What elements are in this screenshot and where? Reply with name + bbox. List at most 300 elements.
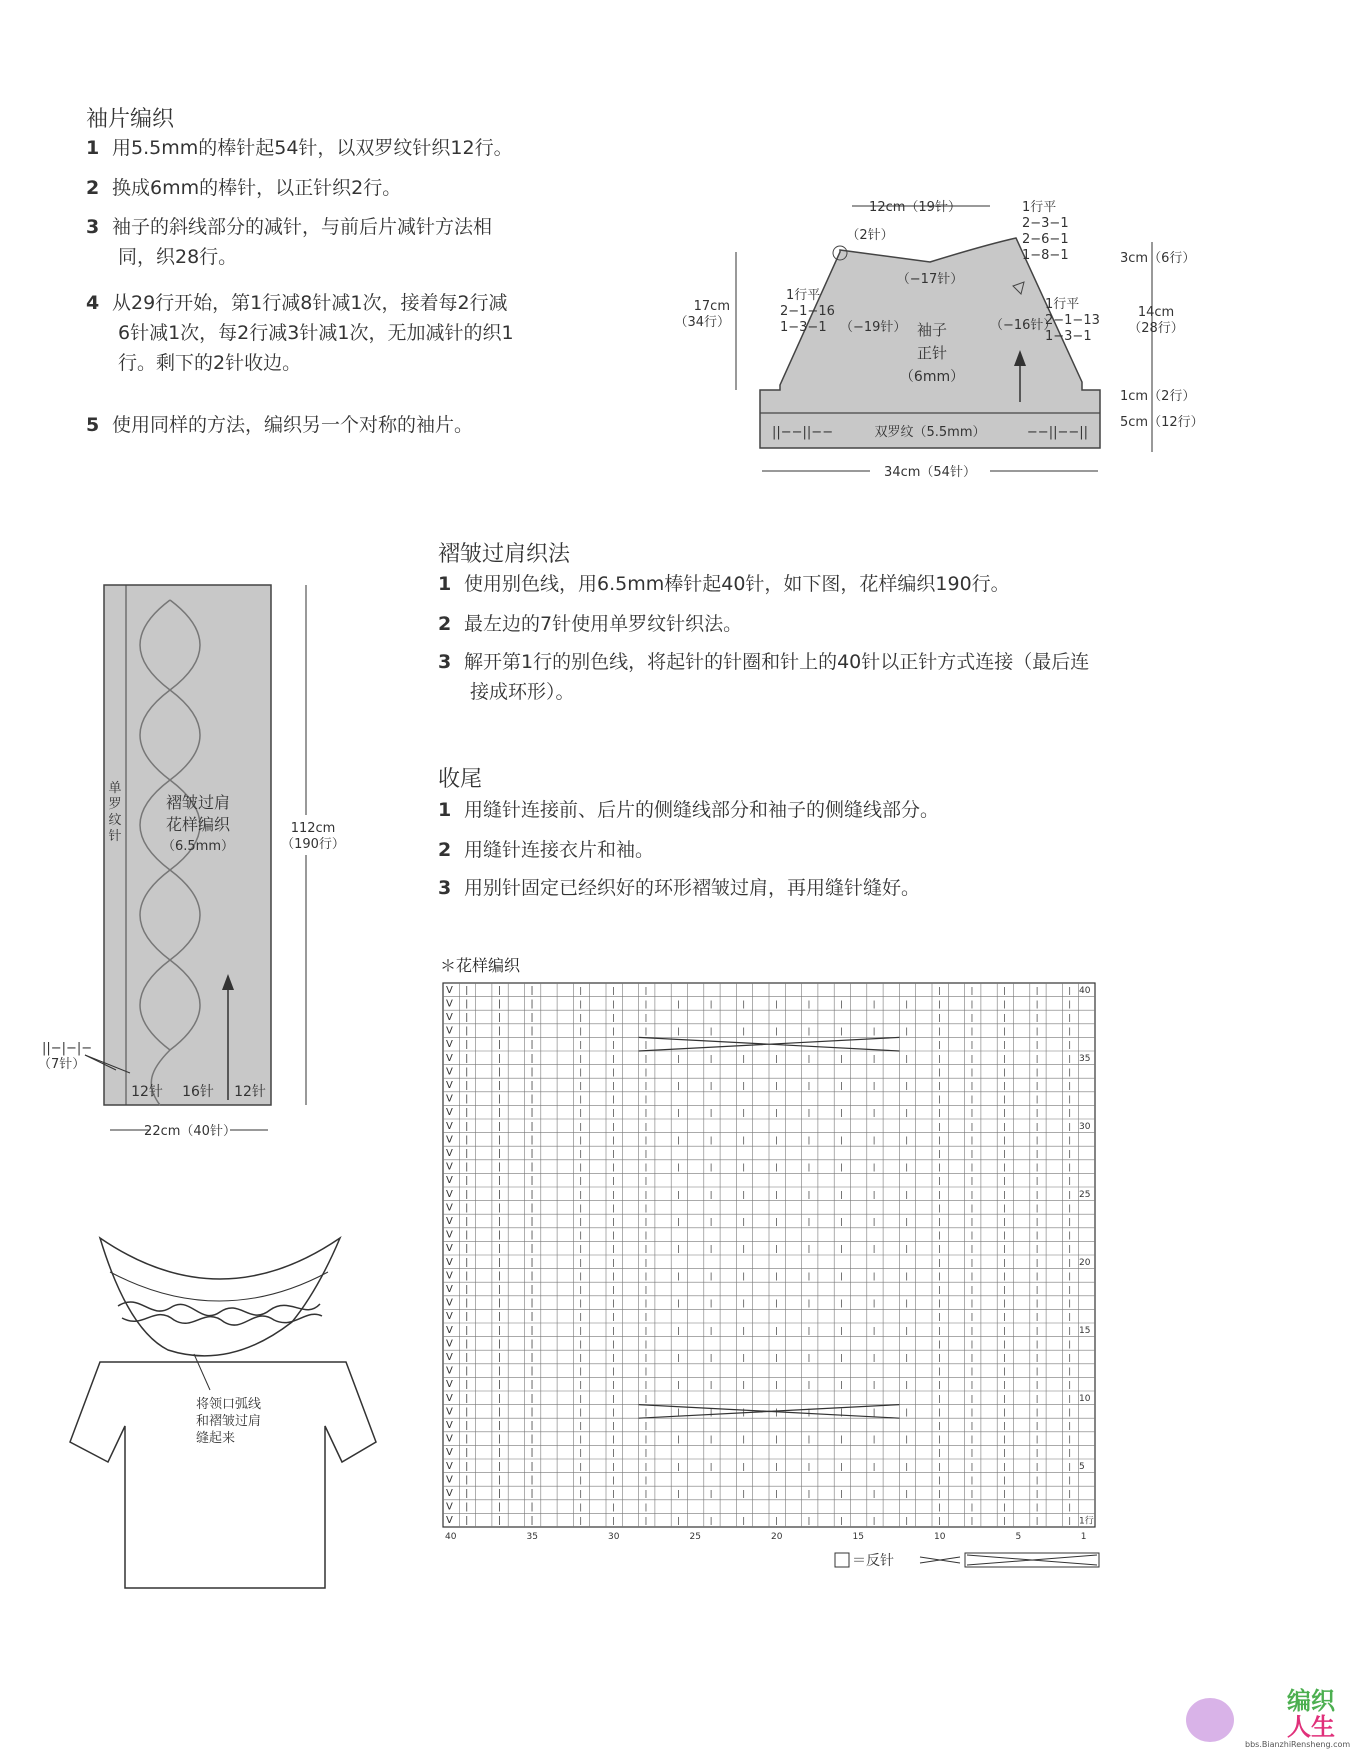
- right-rule2-3: 1−3−1: [1045, 329, 1092, 344]
- chart-stitch-mark: |: [1003, 1148, 1006, 1158]
- chart-stitch-mark: |: [579, 1067, 583, 1077]
- chart-stitch-mark: |: [742, 1380, 746, 1390]
- sleeve-diagram: [674, 190, 1230, 490]
- chart-stitch-mark: |: [970, 1121, 974, 1131]
- chart-stitch-mark: |: [775, 1325, 778, 1335]
- chart-stitch-mark: |: [840, 1298, 843, 1308]
- chart-slip-mark: V: [446, 1052, 453, 1064]
- chart-stitch-mark: |: [970, 1108, 974, 1118]
- chart-stitch-mark: |: [612, 1271, 615, 1281]
- chart-stitch-mark: |: [1035, 1230, 1039, 1240]
- chart-stitch-mark: |: [872, 1216, 876, 1226]
- yoke-width-label: 22cm（40针）: [144, 1124, 236, 1139]
- chart-stitch-mark: |: [872, 1244, 876, 1254]
- chart-stitch-mark: |: [1035, 1502, 1039, 1512]
- chart-stitch-mark: |: [1003, 1176, 1006, 1186]
- chart-stitch-mark: |: [1003, 1067, 1006, 1077]
- chart-stitch-mark: |: [938, 1502, 941, 1512]
- chart-stitch-mark: |: [840, 1026, 843, 1036]
- chart-knit-mark: |: [497, 1339, 501, 1350]
- chart-stitch-mark: |: [644, 1352, 648, 1362]
- yoke-stitch-2: 16针: [182, 1084, 214, 1100]
- chart-stitch-mark: |: [742, 1189, 746, 1199]
- chart-stitch-mark: |: [905, 1488, 909, 1498]
- chart-stitch-mark: |: [1068, 1012, 1072, 1022]
- chart-knit-mark: |: [465, 1380, 469, 1391]
- chart-stitch-mark: |: [1068, 1040, 1072, 1050]
- chart-knit-mark: |: [497, 1148, 501, 1159]
- chart-slip-mark: V: [446, 1256, 453, 1268]
- chart-slip-mark: V: [446, 1066, 453, 1078]
- chart-stitch-mark: |: [579, 1040, 583, 1050]
- chart-stitch-mark: |: [1068, 1407, 1072, 1417]
- chart-stitch-mark: |: [1068, 1053, 1072, 1063]
- chart-stitch-mark: |: [644, 1108, 648, 1118]
- chart-stitch-mark: |: [742, 1298, 746, 1308]
- chart-stitch-mark: |: [1035, 1339, 1039, 1349]
- chart-slip-mark: V: [446, 1433, 453, 1445]
- chart-stitch-mark: |: [775, 1026, 778, 1036]
- chart-stitch-mark: |: [840, 1244, 843, 1254]
- assembly-note-2: 和褶皱过肩: [196, 1414, 262, 1429]
- chart-knit-mark: |: [465, 1244, 469, 1255]
- chart-stitch-mark: |: [644, 1189, 648, 1199]
- chart-stitch-mark: |: [872, 1352, 876, 1362]
- chart-stitch-mark: |: [938, 1080, 941, 1090]
- chart-stitch-mark: |: [970, 1244, 974, 1254]
- chart-row-label: 5: [1079, 1462, 1085, 1473]
- chart-col-label: 40: [445, 1532, 457, 1542]
- chart-knit-mark: |: [497, 1257, 501, 1268]
- chart-stitch-mark: |: [709, 1461, 713, 1471]
- chart-stitch-mark: |: [579, 1189, 583, 1199]
- chart-knit-mark: |: [497, 1516, 501, 1527]
- chart-stitch-mark: |: [579, 1053, 583, 1063]
- center-label-3: （6mm）: [899, 369, 965, 385]
- chart-stitch-mark: |: [970, 1298, 974, 1308]
- chart-stitch-mark: |: [644, 1284, 648, 1294]
- chart-stitch-mark: |: [970, 1216, 974, 1226]
- chart-stitch-mark: |: [1068, 1284, 1072, 1294]
- chart-stitch-mark: |: [709, 1108, 713, 1118]
- chart-knit-mark: |: [465, 1516, 469, 1527]
- chart-stitch-mark: |: [612, 1108, 615, 1118]
- chart-stitch-mark: |: [905, 1026, 909, 1036]
- chart-stitch-mark: |: [612, 985, 615, 995]
- chart-stitch-mark: |: [807, 1380, 811, 1390]
- chart-stitch-mark: |: [1068, 1108, 1072, 1118]
- chart-stitch-mark: |: [938, 1420, 941, 1430]
- chart-col-label: 35: [526, 1532, 538, 1542]
- chart-knit-mark: |: [497, 1284, 501, 1295]
- chart-stitch-mark: |: [612, 1244, 615, 1254]
- chart-stitch-mark: |: [1068, 1026, 1072, 1036]
- chart-knit-mark: |: [530, 1053, 534, 1064]
- assembly-illustration: [70, 1230, 360, 1600]
- chart-stitch-mark: |: [970, 1516, 974, 1526]
- chart-stitch-mark: |: [1035, 1298, 1039, 1308]
- chart-knit-mark: |: [465, 1434, 469, 1445]
- chart-knit-mark: |: [497, 1271, 501, 1282]
- chart-stitch-mark: |: [938, 985, 941, 995]
- side-label-2: 罗: [108, 797, 122, 812]
- chart-stitch-mark: |: [644, 1271, 648, 1281]
- chart-stitch-mark: |: [872, 999, 876, 1009]
- chart-stitch-mark: |: [905, 1298, 909, 1308]
- chart-stitch-mark: |: [644, 1393, 648, 1403]
- chart-slip-mark: V: [446, 1501, 453, 1513]
- chart-stitch-mark: |: [775, 1189, 778, 1199]
- chart-title: ＊花样编织: [440, 956, 521, 975]
- chart-stitch-mark: |: [644, 1244, 648, 1254]
- chart-stitch-mark: |: [1003, 1080, 1006, 1090]
- chart-stitch-mark: |: [1068, 1148, 1072, 1158]
- chart-slip-mark: V: [446, 1297, 453, 1309]
- sweater-body: [70, 1362, 376, 1588]
- chart-stitch-mark: |: [970, 985, 974, 995]
- chart-stitch-mark: |: [970, 1080, 974, 1090]
- chart-stitch-mark: |: [872, 1461, 876, 1471]
- chart-stitch-mark: |: [677, 1053, 680, 1063]
- chart-slip-mark: V: [446, 1351, 453, 1363]
- yoke-stitch-3: 12针: [234, 1084, 266, 1100]
- chart-stitch-mark: |: [709, 1488, 713, 1498]
- chart-stitch-mark: |: [840, 1053, 843, 1063]
- chart-stitch-mark: |: [1035, 1189, 1039, 1199]
- chart-col-label: 30: [608, 1532, 620, 1542]
- chart-stitch-mark: |: [579, 1012, 583, 1022]
- chart-stitch-mark: |: [1003, 1189, 1006, 1199]
- chart-stitch-mark: |: [905, 999, 909, 1009]
- chart-stitch-mark: |: [677, 1298, 680, 1308]
- chart-stitch-mark: |: [709, 1053, 713, 1063]
- chart-stitch-mark: |: [1035, 1352, 1039, 1362]
- rib-label: 双罗纹（5.5mm）: [874, 425, 986, 440]
- chart-knit-mark: |: [530, 1026, 534, 1037]
- chart-stitch-mark: |: [938, 1488, 941, 1498]
- chart-stitch-mark: |: [579, 1325, 583, 1335]
- chart-col-label: 5: [1015, 1532, 1022, 1542]
- sleeve-step-2: 2 换成6mm的棒针，以正针织2行。: [86, 177, 402, 199]
- chart-stitch-mark: |: [840, 1325, 843, 1335]
- chart-stitch-mark: |: [938, 1176, 941, 1186]
- chart-knit-mark: |: [465, 1298, 469, 1309]
- chart-col-label: 20: [771, 1532, 783, 1542]
- chart-stitch-mark: |: [709, 1216, 713, 1226]
- chart-stitch-mark: |: [579, 1148, 583, 1158]
- chart-stitch-mark: |: [807, 1407, 811, 1417]
- chart-stitch-mark: |: [1035, 1284, 1039, 1294]
- chart-stitch-mark: |: [970, 1067, 974, 1077]
- chart-stitch-mark: |: [644, 1040, 648, 1050]
- chart-slip-mark: V: [446, 1406, 453, 1418]
- chart-stitch-mark: |: [677, 1352, 680, 1362]
- chart-stitch-mark: |: [807, 1434, 811, 1444]
- chart-stitch-mark: |: [644, 1094, 648, 1104]
- chart-knit-mark: |: [497, 1026, 501, 1037]
- chart-stitch-mark: |: [612, 1284, 615, 1294]
- right-mid-2: （28行）: [1128, 321, 1184, 336]
- chart-stitch-mark: |: [677, 1461, 680, 1471]
- chart-stitch-mark: |: [840, 1407, 843, 1417]
- chart-stitch-mark: |: [775, 1407, 778, 1417]
- chart-stitch-mark: |: [872, 1488, 876, 1498]
- chart-stitch-mark: |: [1068, 1325, 1072, 1335]
- chart-col-label: 1: [1080, 1532, 1087, 1542]
- chart-stitch-mark: |: [872, 1135, 876, 1145]
- chart-knit-mark: |: [530, 1339, 534, 1350]
- chart-knit-mark: |: [497, 1475, 501, 1486]
- chart-stitch-mark: |: [970, 1312, 974, 1322]
- chart-stitch-mark: |: [840, 1434, 843, 1444]
- chart-stitch-mark: |: [970, 1176, 974, 1186]
- chart-stitch-mark: |: [1003, 1339, 1006, 1349]
- chart-stitch-mark: |: [1003, 1284, 1006, 1294]
- chart-knit-mark: |: [530, 1257, 534, 1268]
- chart-stitch-mark: |: [579, 1380, 583, 1390]
- chart-stitch-mark: |: [677, 1080, 680, 1090]
- chart-stitch-mark: |: [612, 1121, 615, 1131]
- chart-slip-mark: V: [446, 984, 453, 996]
- chart-stitch-mark: |: [612, 1488, 615, 1498]
- right-rule-1: 1行平: [1022, 200, 1057, 215]
- right-rule-4: 1−8−1: [1022, 248, 1069, 263]
- yoke-height-1: 112cm: [290, 821, 336, 836]
- chart-knit-mark: |: [465, 1080, 469, 1091]
- chart-knit-mark: |: [497, 1502, 501, 1513]
- chart-slip-mark: V: [446, 1324, 453, 1336]
- chart-stitch-mark: |: [1068, 1352, 1072, 1362]
- chart-stitch-mark: |: [1068, 1257, 1072, 1267]
- sleeve-step-4: 4 从29行开始，第1行减8针减1次，接着每2行减 6针减1次，每2行减3针减1次，无加减针的织1 行。剩下的2针收边。: [86, 292, 514, 374]
- chart-stitch-mark: |: [1035, 999, 1039, 1009]
- chart-knit-mark: |: [465, 1284, 469, 1295]
- chart-stitch-mark: |: [938, 1203, 941, 1213]
- chart-stitch-mark: |: [1003, 1040, 1006, 1050]
- chart-stitch-mark: |: [742, 1026, 746, 1036]
- chart-stitch-mark: |: [970, 1040, 974, 1050]
- chart-stitch-mark: |: [644, 1461, 648, 1471]
- chart-stitch-mark: |: [1068, 1448, 1072, 1458]
- chart-stitch-mark: |: [775, 1271, 778, 1281]
- chart-knit-mark: |: [497, 1135, 501, 1146]
- chart-stitch-mark: |: [579, 1176, 583, 1186]
- chart-stitch-mark: |: [872, 1189, 876, 1199]
- chart-col-label: 25: [689, 1532, 701, 1542]
- chart-stitch-mark: |: [742, 1108, 746, 1118]
- chart-knit-mark: |: [530, 985, 534, 996]
- chart-stitch-mark: |: [905, 1135, 909, 1145]
- chart-knit-mark: |: [530, 1189, 534, 1200]
- chart-stitch-mark: |: [970, 1162, 974, 1172]
- watermark: [1245, 1687, 1350, 1749]
- left-rule-1: 1行平: [786, 288, 821, 303]
- chart-stitch-mark: |: [644, 1012, 648, 1022]
- rib-left-label: ||−−||−−: [772, 425, 834, 440]
- chart-stitch-mark: |: [1068, 1080, 1072, 1090]
- chart-stitch-mark: |: [938, 1461, 941, 1471]
- chart-stitch-mark: |: [742, 1216, 746, 1226]
- chart-knit-mark: |: [497, 985, 501, 996]
- chart-stitch-mark: |: [612, 1298, 615, 1308]
- yoke-center-2: 花样编织: [165, 815, 231, 834]
- chart-knit-mark: |: [530, 1094, 534, 1105]
- chart-stitch-mark: |: [644, 985, 648, 995]
- chart-stitch-mark: |: [1068, 1162, 1072, 1172]
- chart-stitch-mark: |: [840, 1080, 843, 1090]
- chart-stitch-mark: |: [644, 1135, 648, 1145]
- yoke-center-1: 褶皱过肩: [165, 793, 231, 812]
- chart-stitch-mark: |: [938, 1040, 941, 1050]
- chart-stitch-mark: |: [970, 1434, 974, 1444]
- chart-stitch-mark: |: [742, 1325, 746, 1335]
- chart-knit-mark: |: [497, 1162, 501, 1173]
- chart-stitch-mark: |: [905, 1162, 909, 1172]
- chart-stitch-mark: |: [938, 1230, 941, 1240]
- chart-stitch-mark: |: [742, 1516, 746, 1526]
- chart-stitch-mark: |: [1003, 1366, 1006, 1376]
- chart-stitch-mark: |: [612, 1257, 615, 1267]
- chart-stitch-mark: |: [938, 1380, 941, 1390]
- chart-stitch-mark: |: [775, 1516, 778, 1526]
- chart-stitch-mark: |: [1035, 1434, 1039, 1444]
- chart-stitch-mark: |: [612, 1475, 615, 1485]
- chart-stitch-mark: |: [677, 1488, 680, 1498]
- chart-slip-mark: V: [446, 1215, 453, 1227]
- chart-stitch-mark: |: [742, 1080, 746, 1090]
- chart-stitch-mark: |: [644, 1026, 648, 1036]
- chart-stitch-mark: |: [1068, 1176, 1072, 1186]
- chart-stitch-mark: |: [938, 1516, 941, 1526]
- chart-stitch-mark: |: [1003, 1516, 1006, 1526]
- chart-knit-mark: |: [497, 1366, 501, 1377]
- chart-knit-mark: |: [465, 1040, 469, 1051]
- chart-stitch-mark: |: [1035, 1244, 1039, 1254]
- chart-stitch-mark: |: [807, 1488, 811, 1498]
- chart-slip-mark: V: [446, 1229, 453, 1241]
- chart-stitch-mark: |: [1068, 1339, 1072, 1349]
- chart-knit-mark: |: [497, 1325, 501, 1336]
- chart-stitch-mark: |: [1035, 1407, 1039, 1417]
- chart-stitch-mark: |: [709, 1162, 713, 1172]
- chart-stitch-mark: |: [1035, 1040, 1039, 1050]
- chart-stitch-mark: |: [709, 1026, 713, 1036]
- chart-stitch-mark: |: [677, 1026, 680, 1036]
- chart-stitch-mark: |: [579, 1420, 583, 1430]
- chart-stitch-mark: |: [807, 1189, 811, 1199]
- chart-stitch-mark: |: [1035, 1094, 1039, 1104]
- chart-stitch-mark: |: [1003, 1053, 1006, 1063]
- chart-stitch-mark: |: [677, 1434, 680, 1444]
- side-label-1: 单: [108, 781, 122, 796]
- chart-stitch-mark: |: [840, 1271, 843, 1281]
- chart-knit-mark: |: [465, 1339, 469, 1350]
- chart-stitch-mark: |: [872, 1162, 876, 1172]
- chart-stitch-mark: |: [1068, 1488, 1072, 1498]
- chart-slip-mark: V: [446, 1474, 453, 1486]
- chart-stitch-mark: |: [905, 1434, 909, 1444]
- chart-stitch-mark: |: [612, 1162, 615, 1172]
- chart-slip-mark: V: [446, 1338, 453, 1350]
- chart-stitch-mark: |: [644, 1366, 648, 1376]
- chart-knit-mark: |: [465, 1312, 469, 1323]
- chart-knit-mark: |: [530, 1488, 534, 1499]
- chart-row-label: 20: [1079, 1258, 1091, 1269]
- chart-stitch-mark: |: [970, 1284, 974, 1294]
- chart-knit-mark: |: [497, 1434, 501, 1445]
- chart-stitch-mark: |: [872, 1325, 876, 1335]
- chart-stitch-mark: |: [644, 1162, 648, 1172]
- left-rule-3: 1−3−1: [780, 320, 827, 335]
- chart-stitch-mark: |: [579, 1284, 583, 1294]
- left-rule-2: 2−1−16: [780, 304, 835, 319]
- yoke-step-1: 1 使用别色线，用6.5mm棒针起40针，如下图，花样编织190行。: [438, 573, 1010, 595]
- chart-stitch-mark: |: [1068, 1312, 1072, 1322]
- chart-stitch-mark: |: [1068, 985, 1072, 995]
- chart-stitch-mark: |: [938, 1271, 941, 1281]
- chart-stitch-mark: |: [612, 1040, 615, 1050]
- chart-slip-mark: V: [446, 998, 453, 1010]
- chart-stitch-mark: |: [807, 1216, 811, 1226]
- chart-stitch-mark: |: [938, 1108, 941, 1118]
- chart-stitch-mark: |: [612, 1067, 615, 1077]
- chart-stitch-mark: |: [742, 1461, 746, 1471]
- chart-stitch-mark: |: [938, 1475, 941, 1485]
- chart-stitch-mark: |: [807, 1325, 811, 1335]
- chart-stitch-mark: |: [709, 1080, 713, 1090]
- chart-knit-mark: |: [530, 1298, 534, 1309]
- chart-stitch-mark: |: [677, 1244, 680, 1254]
- chart-stitch-mark: |: [1003, 1162, 1006, 1172]
- chart-slip-mark: V: [446, 1202, 453, 1214]
- chart-row-label: 30: [1079, 1122, 1091, 1133]
- yoke-heading: 褶皱过肩织法: [438, 542, 571, 567]
- chart-stitch-mark: |: [579, 1094, 583, 1104]
- sleeve-step-3: 3 袖子的斜线部分的减针，与前后片减针方法相 同，织28行。: [86, 216, 493, 268]
- chart-stitch-mark: |: [1003, 1488, 1006, 1498]
- chart-stitch-mark: |: [938, 1325, 941, 1335]
- chart-knit-mark: |: [465, 1108, 469, 1119]
- chart-stitch-mark: |: [644, 1176, 648, 1186]
- chart-stitch-mark: |: [579, 1026, 583, 1036]
- chart-knit-mark: |: [497, 1040, 501, 1051]
- yarn-ball-icon: [1186, 1698, 1234, 1742]
- chart-stitch-mark: |: [905, 1407, 909, 1417]
- chart-stitch-mark: |: [807, 1298, 811, 1308]
- chart-knit-mark: |: [530, 1420, 534, 1431]
- chart-knit-mark: |: [465, 985, 469, 996]
- chart-stitch-mark: |: [775, 999, 778, 1009]
- chart-stitch-mark: |: [872, 1407, 876, 1417]
- chart-knit-mark: |: [497, 1298, 501, 1309]
- finish-heading: 收尾: [438, 767, 483, 792]
- chart-stitch-mark: |: [938, 1298, 941, 1308]
- chart-stitch-mark: |: [612, 1461, 615, 1471]
- chart-stitch-mark: |: [775, 1434, 778, 1444]
- chart-knit-mark: |: [465, 1271, 469, 1282]
- chart-stitch-mark: |: [775, 1135, 778, 1145]
- chart-stitch-mark: |: [579, 1135, 583, 1145]
- chart-stitch-mark: |: [644, 1516, 648, 1526]
- chart-stitch-mark: |: [612, 1407, 615, 1417]
- chart-stitch-mark: |: [579, 1461, 583, 1471]
- chart-knit-mark: |: [530, 1135, 534, 1146]
- chart-stitch-mark: |: [1035, 1108, 1039, 1118]
- bottom-width-label: 34cm（54针）: [884, 465, 976, 480]
- yoke-height-2: （190行）: [281, 837, 345, 852]
- chart-stitch-mark: |: [644, 1420, 648, 1430]
- right-top-label: 3cm（6行）: [1120, 251, 1196, 266]
